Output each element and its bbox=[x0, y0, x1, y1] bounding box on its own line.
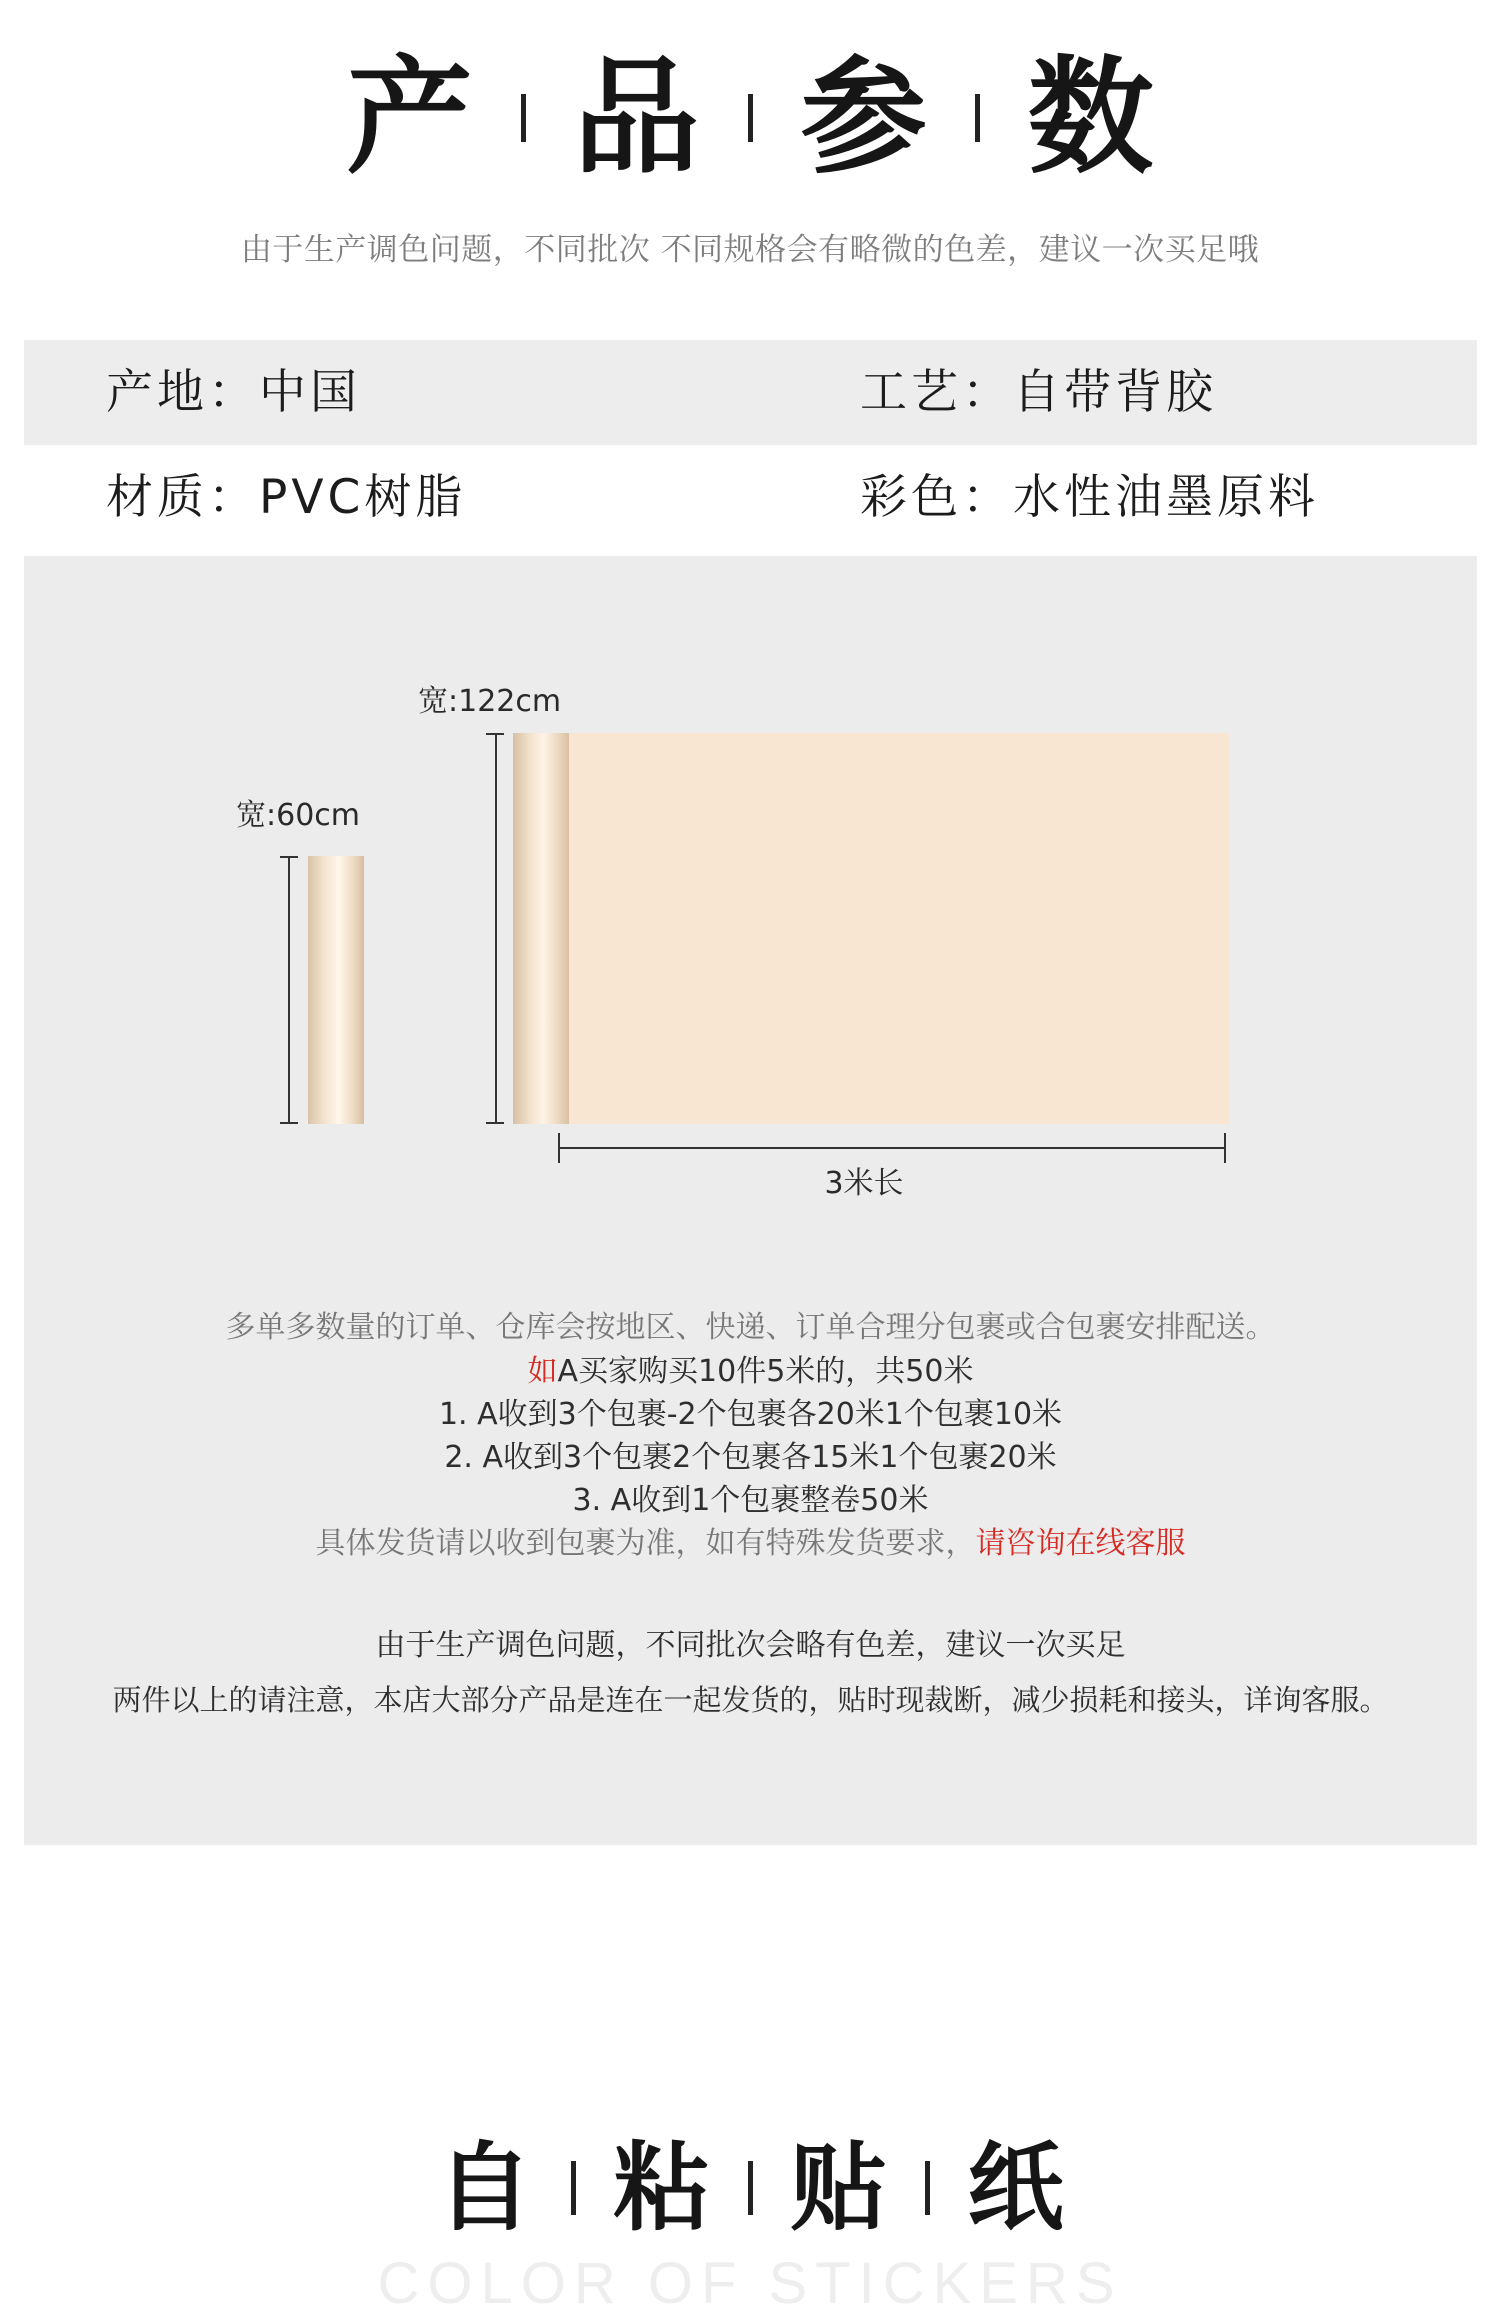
spec-origin bbox=[106, 340, 361, 445]
dimension-tick bbox=[280, 1122, 298, 1124]
contact-text: 具体发货请以收到包裹为准，如有特殊发货要求， bbox=[315, 1526, 976, 1561]
shipping-contact-note bbox=[24, 1518, 1477, 1562]
spec-label: 工艺： bbox=[860, 365, 1013, 420]
section-title bbox=[0, 44, 1500, 191]
length-label: 3米长 bbox=[824, 1166, 904, 1201]
spec-label: 彩色： bbox=[860, 470, 1013, 525]
title-char: 贴 bbox=[790, 2132, 887, 2244]
example-text: A买家购买10件5米的，共50米 bbox=[557, 1354, 974, 1389]
shipping-option: 1. A收到3个包裹-2个包裹各20米1个包裹10米 bbox=[438, 1397, 1063, 1432]
color-difference-note: 由于生产调色问题，不同批次 不同规格会有略微的色差，建议一次买足哦 bbox=[240, 232, 1260, 268]
multi-item-note: 两件以上的请注意，本店大部分产品是连在一起发货的，贴时现裁断，减少损耗和接头，详询客服。 bbox=[112, 1683, 1389, 1717]
shipping-option: 3. A收到1个包裹整卷50米 bbox=[572, 1483, 929, 1518]
spec-ink bbox=[860, 445, 1319, 550]
title-char: 数 bbox=[1027, 44, 1154, 191]
contact-link: 请咨询在线客服 bbox=[975, 1526, 1186, 1561]
color-note: 由于生产调色问题，不同批次会略有色差，建议一次买足 bbox=[375, 1628, 1126, 1663]
spec-label: 材质： bbox=[106, 470, 259, 525]
spec-material bbox=[106, 445, 466, 550]
title-char: 品 bbox=[573, 44, 700, 191]
dimension-line bbox=[288, 856, 290, 1124]
roll-60cm bbox=[308, 856, 364, 1124]
title-char: 参 bbox=[800, 44, 927, 191]
title-divider bbox=[521, 94, 526, 142]
spec-value: 水性油墨原料 bbox=[1013, 470, 1319, 525]
spec-value: 中国 bbox=[259, 365, 361, 420]
dimension-tick bbox=[486, 733, 504, 735]
section-subtitle: COLOR OF STICKERS bbox=[377, 2251, 1123, 2316]
spec-row bbox=[24, 340, 1477, 445]
dimension-line bbox=[495, 733, 497, 1124]
spec-value: 自带背胶 bbox=[1013, 365, 1217, 420]
spec-process bbox=[860, 340, 1217, 445]
width-small-label: 宽:60cm bbox=[236, 798, 360, 833]
title-char: 自 bbox=[436, 2132, 533, 2244]
spec-value: PVC树脂 bbox=[259, 470, 467, 525]
example-highlight: 如 bbox=[527, 1354, 558, 1389]
title-divider bbox=[748, 94, 753, 142]
roll-122cm bbox=[513, 733, 569, 1124]
length-line bbox=[558, 1147, 1226, 1149]
title-divider bbox=[925, 2161, 930, 2215]
title-char: 粘 bbox=[613, 2132, 710, 2244]
title-divider bbox=[975, 94, 980, 142]
title-char: 产 bbox=[346, 44, 473, 191]
title-char: 纸 bbox=[967, 2132, 1064, 2244]
shipping-note: 多单多数量的订单、仓库会按地区、快递、订单合理分包裹或合包裹安排配送。 bbox=[225, 1310, 1276, 1345]
shipping-option: 2. A收到3个包裹2个包裹各15米1个包裹20米 bbox=[444, 1440, 1057, 1475]
dimension-tick bbox=[280, 856, 298, 858]
shipping-example bbox=[24, 1346, 1477, 1390]
section-title bbox=[0, 2128, 1500, 2248]
spec-row bbox=[24, 445, 1477, 550]
title-divider bbox=[571, 2161, 576, 2215]
dimension-tick bbox=[486, 1122, 504, 1124]
spec-label: 产地： bbox=[106, 365, 259, 420]
unrolled-sheet bbox=[569, 733, 1229, 1124]
width-large-label: 宽:122cm bbox=[418, 684, 562, 719]
title-divider bbox=[748, 2161, 753, 2215]
